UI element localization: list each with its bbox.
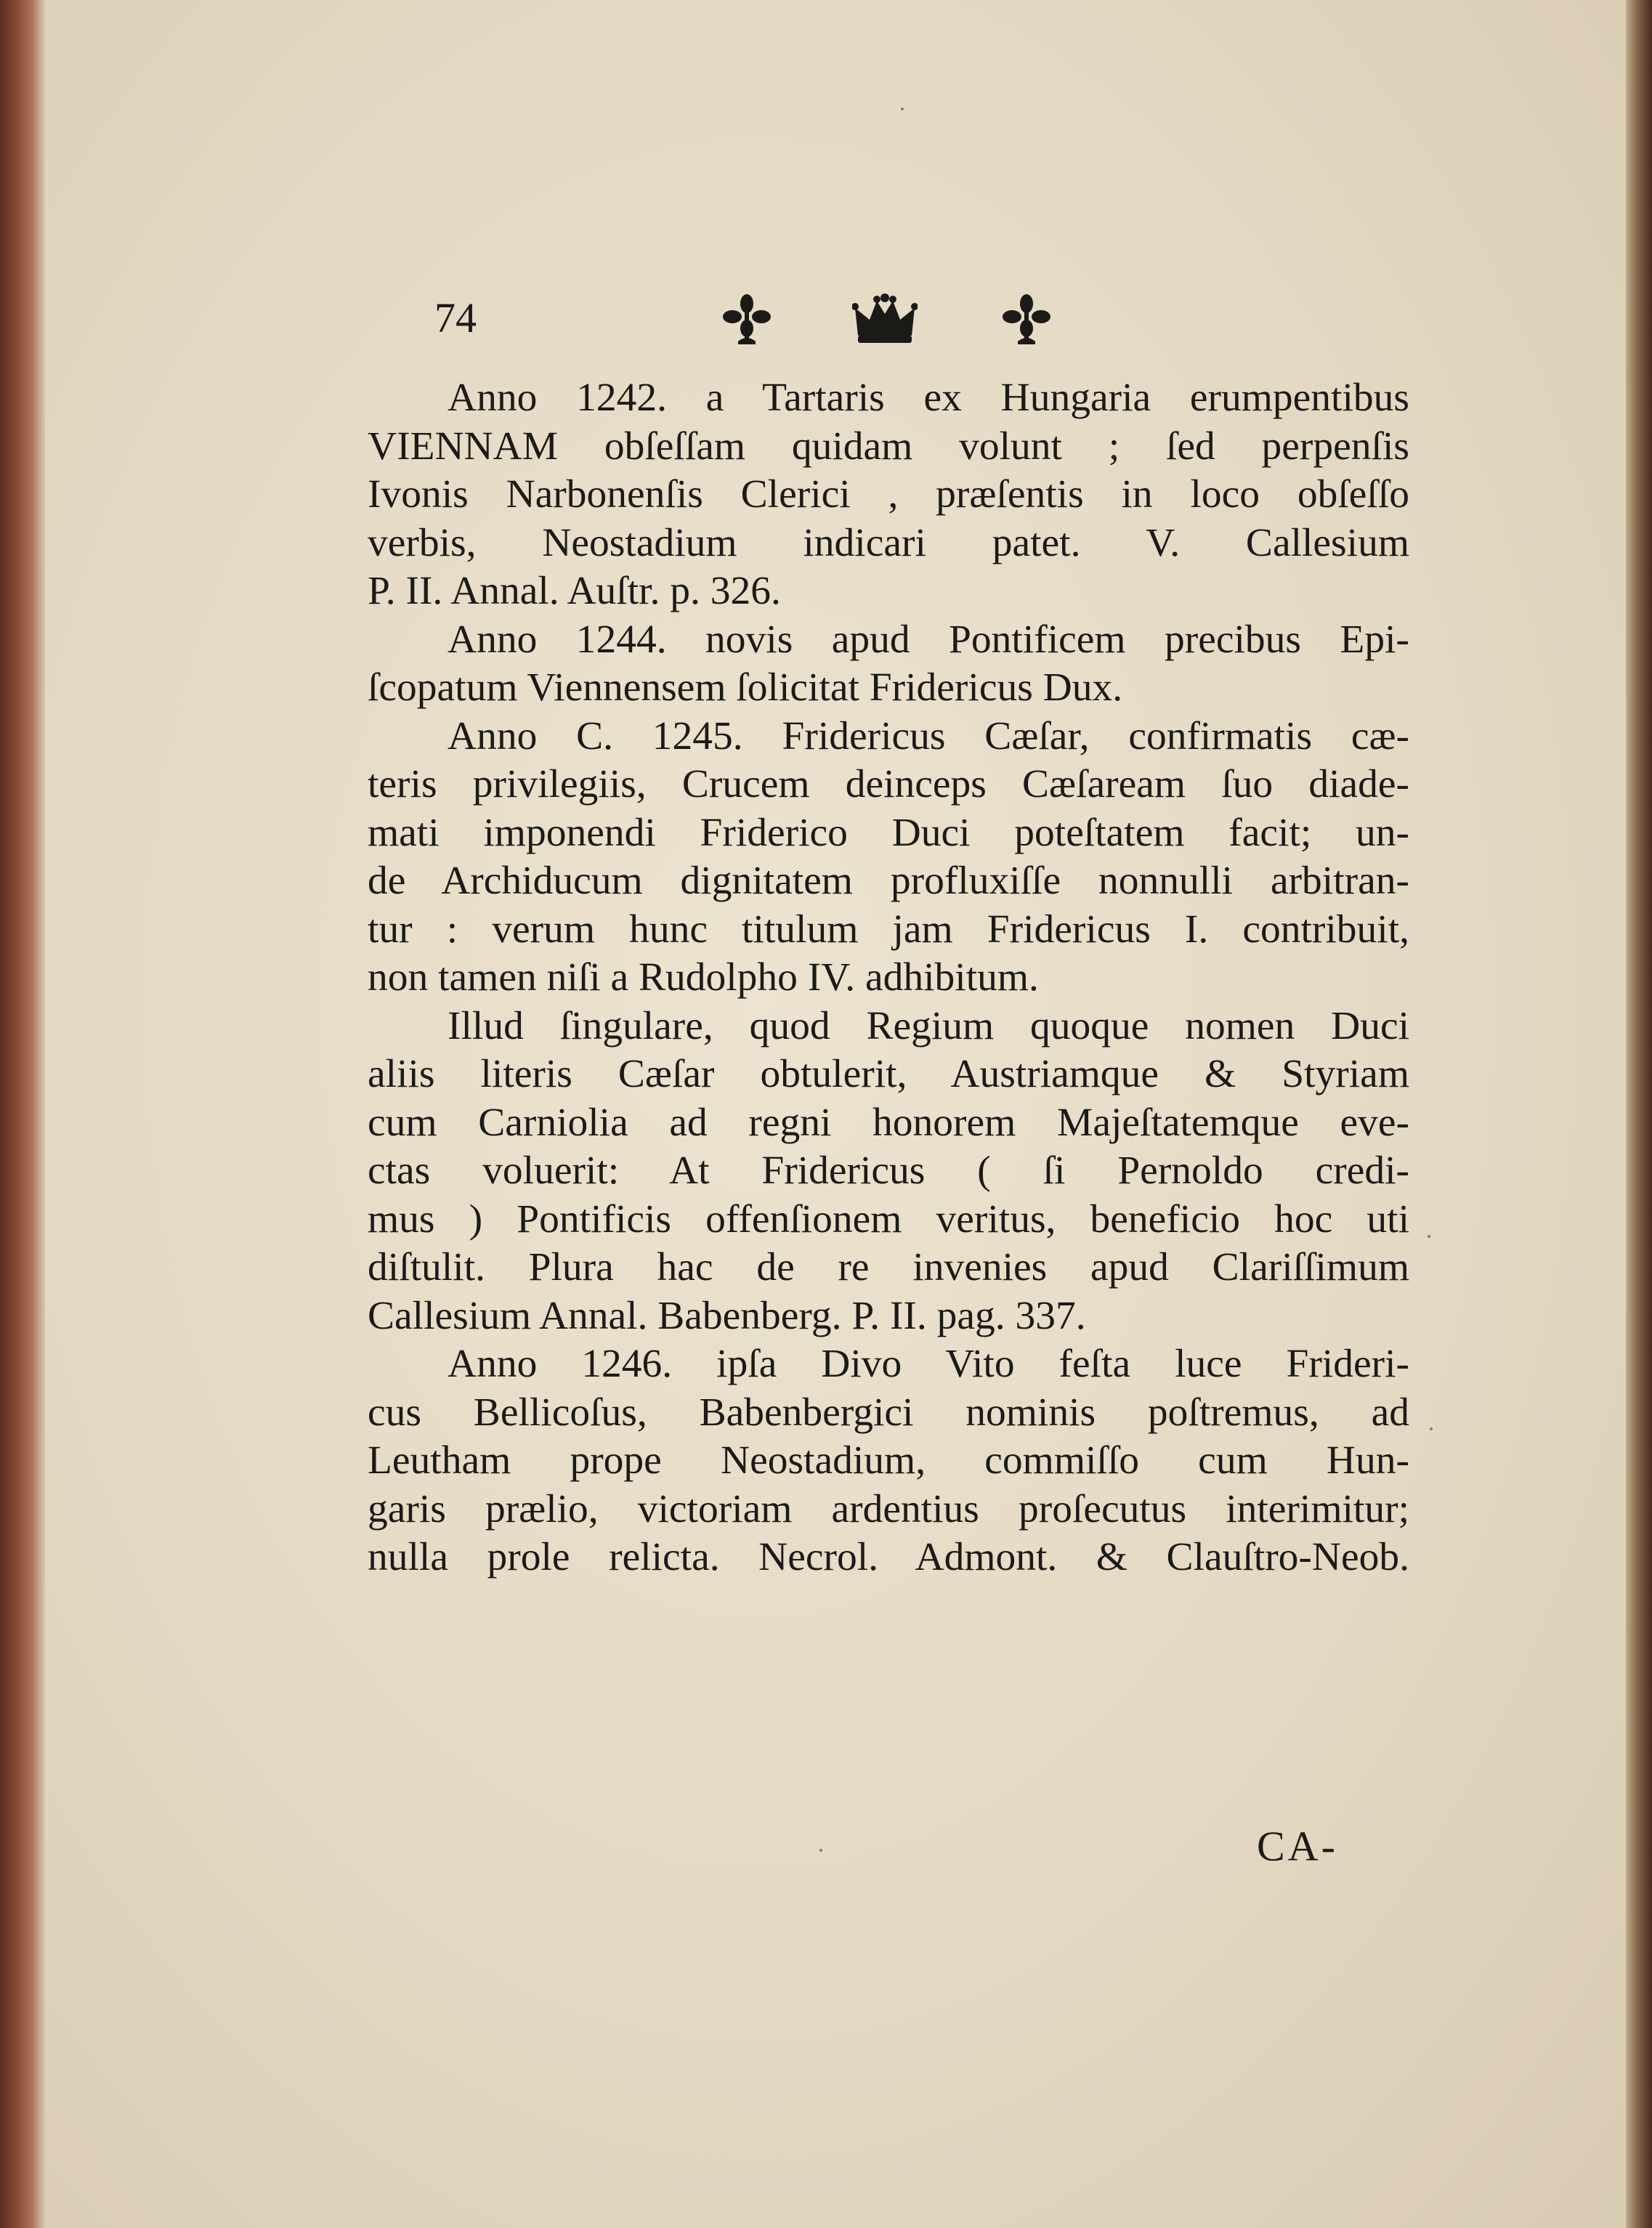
text-line: mus ) Pontificis offenſionem veritus, beneficio hoc uti (368, 1196, 1409, 1241)
text-line: non tamen niſi a Rudolpho IV. adhibitum. (368, 955, 1039, 1000)
catchword: CA- (1257, 1823, 1338, 1870)
text-line: cum Carniolia ad regni honorem Majeſtatemque eve- (368, 1100, 1409, 1145)
text-line: Illud ſingulare, quod Regium quoque nomen Duci (448, 1003, 1409, 1048)
paper-speck (901, 108, 904, 110)
text-line: garis prælio, victoriam ardentius proſecutus interimitur; (368, 1486, 1409, 1531)
page-header (434, 291, 1415, 356)
text-line: Ivonis Narbonenſis Clerici , præſentis in loco obſeſſo (368, 472, 1409, 517)
text-line: mati imponendi Friderico Duci poteſtatem facit; un- (368, 810, 1409, 855)
text-line: Callesium Annal. Babenberg. P. II. pag. 337. (368, 1293, 1086, 1338)
text-line: aliis literis Cæſar obtulerit, Austriamque & Styriam (368, 1052, 1409, 1096)
text-line: tur : verum hunc titulum jam Fridericus I. contribuit, (368, 907, 1409, 952)
paper-speck (1430, 1427, 1433, 1430)
text-line: nulla prole relicta. Necrol. Admont. & Clauſtro-Neob. (368, 1535, 1409, 1579)
text-line: Leutham prope Neostadium, commiſſo cum Hun- (368, 1438, 1409, 1483)
fleuron-icon (718, 291, 776, 349)
text-line: cus Bellicoſus, Babenbergici nominis poſtremus, ad (368, 1390, 1409, 1435)
text-line: ſcopatum Viennensem ſolicitat Fridericus Dux. (368, 665, 1123, 710)
text-line: teris privilegiis, Crucem deinceps Cæſaream ſuo diade- (368, 762, 1409, 806)
paper-speck (1428, 1235, 1430, 1238)
text-line: Anno 1242. a Tartaris ex Hungaria erumpentibus (448, 376, 1409, 420)
body-text (368, 374, 1409, 1582)
text-line: P. II. Annal. Auſtr. p. 326. (368, 569, 781, 613)
fleuron-icon (997, 291, 1056, 349)
text-line: Anno 1244. novis apud Pontificem precibus Epi- (448, 617, 1409, 662)
book-spine-edge (0, 0, 45, 2228)
text-line: ctas voluerit: At Fridericus ( ſi Pernoldo credi- (368, 1149, 1409, 1193)
text-line: Anno 1246. ipſa Divo Vito feſta luce Frideri- (448, 1342, 1409, 1386)
text-line: de Archiducum dignitatem profluxiſſe nonnulli arbitran- (368, 859, 1409, 903)
page-number: 74 (434, 294, 477, 341)
paper-speck (819, 1849, 822, 1852)
text-line: VIENNAM obſeſſam quidam volunt ; ſed perpenſis (368, 424, 1409, 469)
text-line: verbis, Neostadium indicari patet. V. Callesium (368, 520, 1409, 565)
page-fore-edge (1626, 0, 1652, 2228)
crown-icon (852, 291, 918, 349)
text-line: Anno C. 1245. Fridericus Cæſar, confirmatis cæ- (448, 713, 1409, 758)
text-line: diſtulit. Plura hac de re invenies apud Clariſſimum (368, 1245, 1409, 1289)
